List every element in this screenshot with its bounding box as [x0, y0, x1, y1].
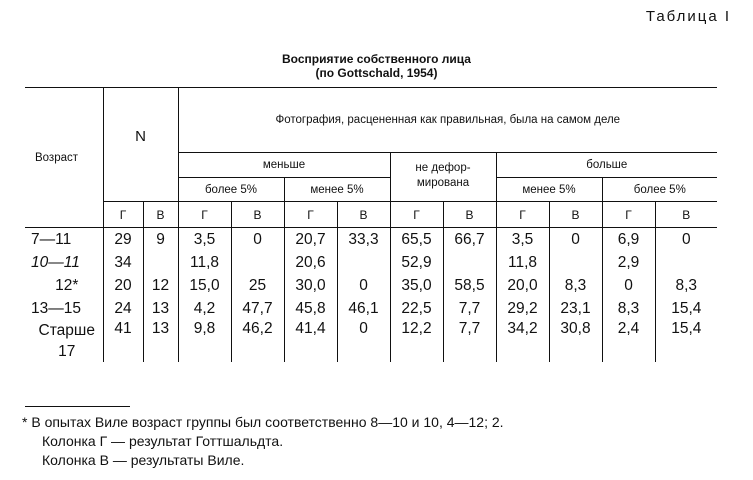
data-cell: 0	[549, 228, 602, 252]
age-cell: Старше 17	[38, 322, 95, 360]
table-caption-source: (по Gottschald, 1954)	[315, 66, 438, 80]
data-cell: 11,8	[496, 251, 549, 274]
data-cell: 13	[143, 297, 178, 320]
table-row	[25, 297, 717, 320]
data-cell	[231, 251, 284, 274]
data-cell: 9	[143, 228, 178, 252]
data-cell: 46,1	[337, 297, 390, 320]
data-cell: 29	[103, 228, 143, 252]
header-not-deformed: не дефор-мирована	[390, 153, 496, 202]
data-cell: 3,5	[496, 228, 549, 252]
data-cell: 13	[143, 320, 178, 362]
header-v: В	[655, 202, 717, 228]
header-g: Г	[602, 202, 655, 228]
data-cell: 33,3	[337, 228, 390, 252]
header-g: Г	[284, 202, 337, 228]
data-cell: 25	[231, 274, 284, 297]
data-cell: 23,1	[549, 297, 602, 320]
header-less-more5: более 5%	[178, 178, 284, 202]
data-cell: 15,4	[655, 320, 717, 362]
age-cell: 13—15	[31, 299, 81, 317]
data-cell: 65,5	[390, 228, 443, 252]
data-cell: 24	[103, 297, 143, 320]
data-cell: 12,2	[390, 320, 443, 362]
table-number-label: Таблица I	[645, 8, 731, 25]
header-n-v: В	[143, 202, 178, 228]
data-cell: 7,7	[443, 297, 496, 320]
age-cell: 10—11	[31, 253, 80, 271]
header-g: Г	[390, 202, 443, 228]
footnote-line-1: * В опытах Виле возраст группы был соответственно 8—10 и 10, 4—12; 2.	[22, 414, 504, 430]
data-cell: 46,2	[231, 320, 284, 362]
data-cell: 0	[602, 274, 655, 297]
data-cell: 0	[337, 320, 390, 362]
data-cell: 11,8	[178, 251, 231, 274]
data-table	[25, 87, 717, 362]
data-cell: 0	[337, 274, 390, 297]
data-cell: 20,6	[284, 251, 337, 274]
age-cell: 7—11	[31, 230, 72, 248]
header-v: В	[549, 202, 602, 228]
header-v: В	[231, 202, 284, 228]
header-v: В	[337, 202, 390, 228]
data-cell: 45,8	[284, 297, 337, 320]
data-cell: 0	[231, 228, 284, 252]
table-row	[25, 274, 717, 297]
data-cell: 2,4	[602, 320, 655, 362]
data-cell	[143, 251, 178, 274]
header-less: меньше	[178, 153, 390, 178]
header-v: В	[443, 202, 496, 228]
data-cell	[655, 251, 717, 274]
data-cell: 47,7	[231, 297, 284, 320]
table-row	[25, 251, 717, 274]
data-cell: 30,0	[284, 274, 337, 297]
header-more-more5: более 5%	[602, 178, 717, 202]
data-cell: 35,0	[390, 274, 443, 297]
data-cell: 41,4	[284, 320, 337, 362]
data-cell: 34	[103, 251, 143, 274]
data-cell: 2,9	[602, 251, 655, 274]
data-cell: 66,7	[443, 228, 496, 252]
header-g: Г	[496, 202, 549, 228]
header-age: Возраст	[25, 88, 103, 228]
table-row	[25, 228, 717, 252]
footnote-line-2: Колонка Г — результат Готтшальдта.	[42, 433, 284, 449]
data-cell	[549, 251, 602, 274]
table-caption-title: Восприятие собственного лица	[282, 52, 471, 66]
header-g: Г	[178, 202, 231, 228]
header-n: N	[103, 88, 178, 202]
header-less-less5: менее 5%	[284, 178, 390, 202]
data-cell: 20,7	[284, 228, 337, 252]
data-cell: 8,3	[655, 274, 717, 297]
data-cell	[337, 251, 390, 274]
footnote-line-3: Колонка В — результаты Виле.	[42, 452, 245, 468]
data-cell: 0	[655, 228, 717, 252]
data-cell: 8,3	[549, 274, 602, 297]
data-cell: 29,2	[496, 297, 549, 320]
data-cell: 22,5	[390, 297, 443, 320]
header-photo: Фотография, расцененная как правильная, была на самом деле	[178, 88, 717, 153]
data-cell: 12	[143, 274, 178, 297]
header-n-g: Г	[103, 202, 143, 228]
table-row	[25, 320, 717, 362]
data-cell: 20	[103, 274, 143, 297]
data-cell: 4,2	[178, 297, 231, 320]
data-cell: 6,9	[602, 228, 655, 252]
footnote-divider	[25, 406, 130, 407]
data-cell: 41	[103, 320, 143, 362]
data-cell: 15,0	[178, 274, 231, 297]
data-cell: 7,7	[443, 320, 496, 362]
data-cell: 9,8	[178, 320, 231, 362]
data-cell: 3,5	[178, 228, 231, 252]
data-cell: 52,9	[390, 251, 443, 274]
data-cell: 8,3	[602, 297, 655, 320]
data-cell: 34,2	[496, 320, 549, 362]
header-more-less5: менее 5%	[496, 178, 602, 202]
header-more: больше	[496, 153, 717, 178]
data-cell: 30,8	[549, 320, 602, 362]
age-cell: 12*	[55, 276, 79, 294]
data-cell: 58,5	[443, 274, 496, 297]
data-cell: 20,0	[496, 274, 549, 297]
data-cell	[443, 251, 496, 274]
data-cell: 15,4	[655, 297, 717, 320]
